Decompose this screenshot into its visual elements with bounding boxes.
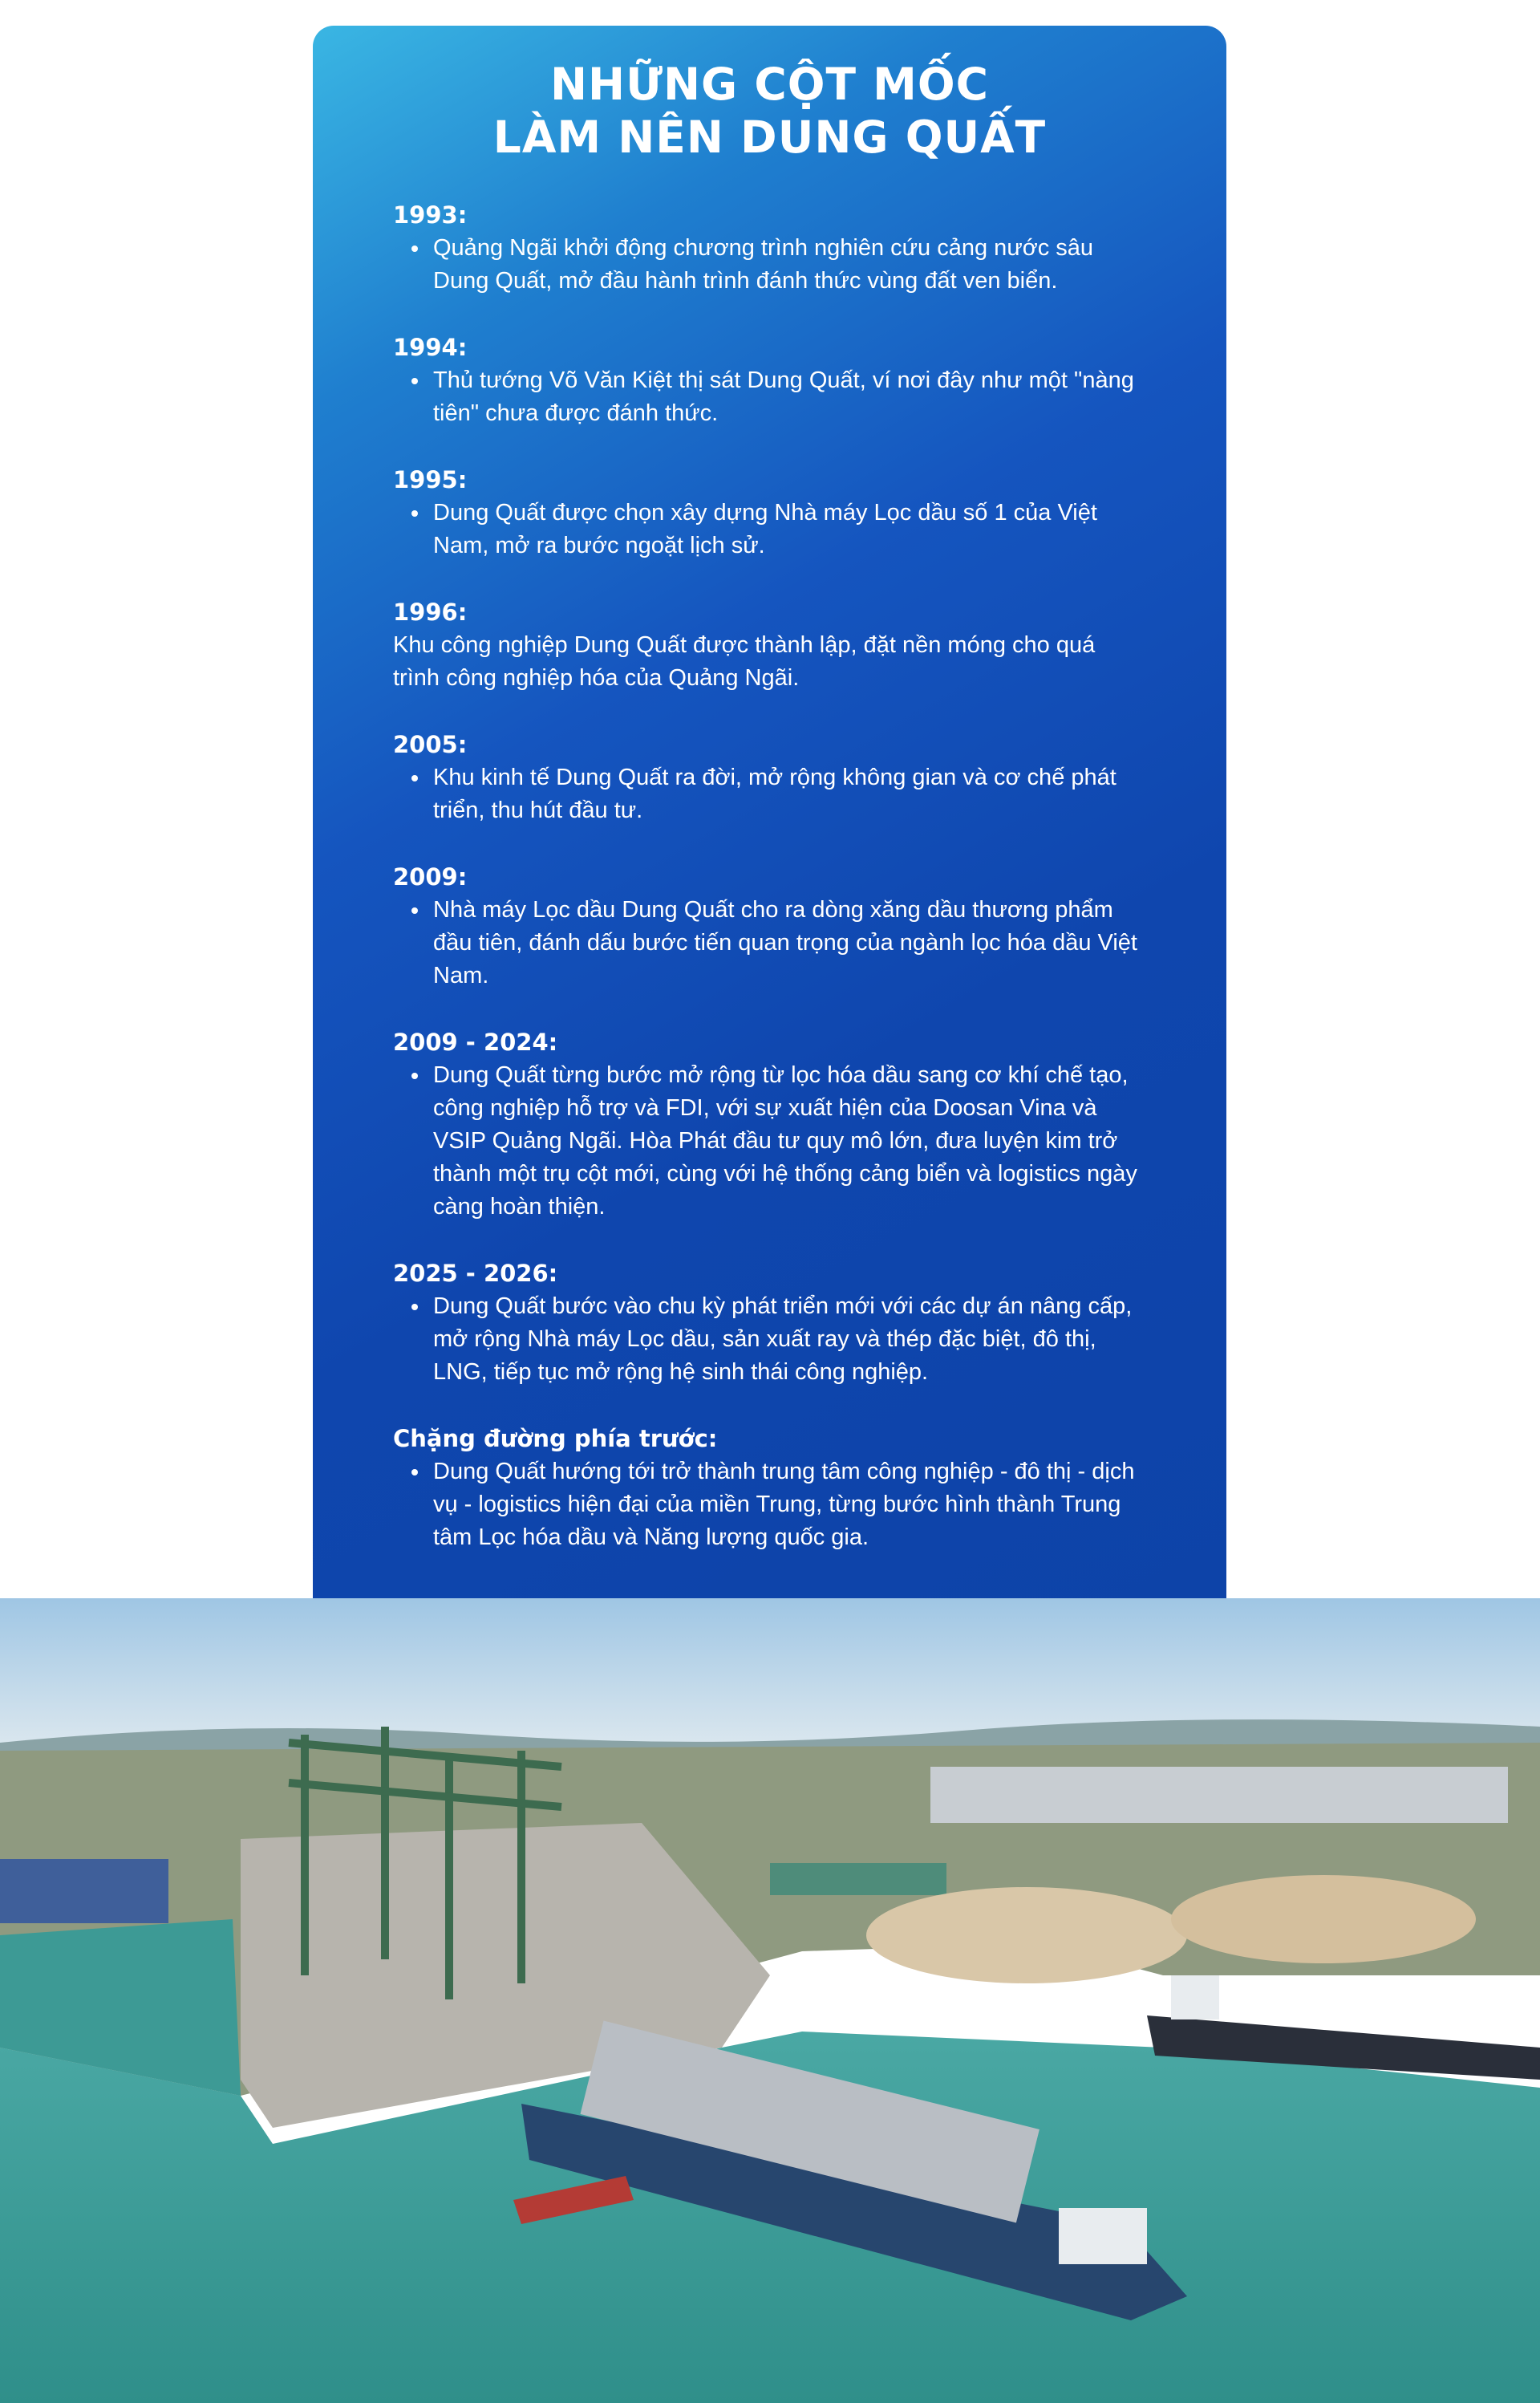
milestone-year: 1994: — [393, 334, 468, 361]
milestone-2025-2026 — [393, 1257, 1146, 1389]
milestone-2009 — [393, 861, 1146, 992]
milestone-year: Chặng đường phía trước: — [393, 1425, 718, 1452]
title-line-2: LÀM NÊN DUNG QUẤT — [492, 112, 1047, 163]
milestone-item: Quảng Ngãi khởi động chương trình nghiên cứu cảng nước sâu Dung Quất, mở đầu hành trình đánh thức vùng đất ven biển. — [433, 232, 1146, 298]
milestone-year: 1993: — [393, 201, 468, 229]
port-aerial-photo — [0, 1598, 1540, 2403]
milestone-2009-2024 — [393, 1026, 1146, 1224]
milestone-item: Dung Quất hướng tới trở thành trung tâm công nghiệp - đô thị - dịch vụ - logistics hiện đại của miền Trung, từng bước hình thành Trung tâm Lọc hóa dầu và Năng lượng quốc gia. — [433, 1455, 1146, 1554]
milestones-card — [313, 26, 1226, 1598]
milestone-item: Dung Quất được chọn xây dựng Nhà máy Lọc dầu số 1 của Việt Nam, mở ra bước ngoặt lịch sử. — [433, 497, 1146, 562]
milestone-1993 — [393, 199, 1146, 298]
milestone-1996 — [393, 596, 1146, 695]
page-title — [393, 58, 1146, 164]
title-line-1: NHỮNG CỘT MỐC — [550, 59, 989, 110]
milestone-item: Khu kinh tế Dung Quất ra đời, mở rộng không gian và cơ chế phát triển, thu hút đầu tư. — [433, 761, 1146, 827]
milestone-item: Dung Quất bước vào chu kỳ phát triển mới với các dự án nâng cấp, mở rộng Nhà máy Lọc dầu, sản xuất ray và thép đặc biệt, đô thị, LNG, tiếp tục mở rộng hệ sinh thái công nghiệp. — [433, 1290, 1146, 1389]
milestone-year: 2005: — [393, 731, 468, 758]
milestone-item: Dung Quất từng bước mở rộng từ lọc hóa dầu sang cơ khí chế tạo, công nghiệp hỗ trợ và FDI, với sự xuất hiện của Doosan Vina và VSIP Quảng Ngãi. Hòa Phát đầu tư quy mô lớn, đưa luyện kim trở thành một trụ cột mới, cùng với hệ thống cảng biển và logistics ngày càng hoàn thiện. — [433, 1059, 1146, 1224]
milestone-future — [393, 1423, 1146, 1554]
milestone-year: 1996: — [393, 599, 468, 626]
milestone-text: Khu công nghiệp Dung Quất được thành lập, đặt nền móng cho quá trình công nghiệp hóa của Quảng Ngãi. — [393, 632, 1096, 691]
milestone-year: 2009 - 2024: — [393, 1029, 558, 1056]
milestone-2005 — [393, 729, 1146, 827]
milestone-year: 2009: — [393, 863, 468, 891]
milestone-year: 1995: — [393, 466, 468, 493]
milestone-year: 2025 - 2026: — [393, 1260, 558, 1287]
milestone-item: Thủ tướng Võ Văn Kiệt thị sát Dung Quất, ví nơi đây như một "nàng tiên" chưa được đánh thức. — [433, 364, 1146, 430]
milestone-1994 — [393, 331, 1146, 430]
milestone-item: Nhà máy Lọc dầu Dung Quất cho ra dòng xăng dầu thương phẩm đầu tiên, đánh dấu bước tiến quan trọng của ngành lọc hóa dầu Việt Nam. — [433, 894, 1146, 992]
milestone-1995 — [393, 464, 1146, 562]
